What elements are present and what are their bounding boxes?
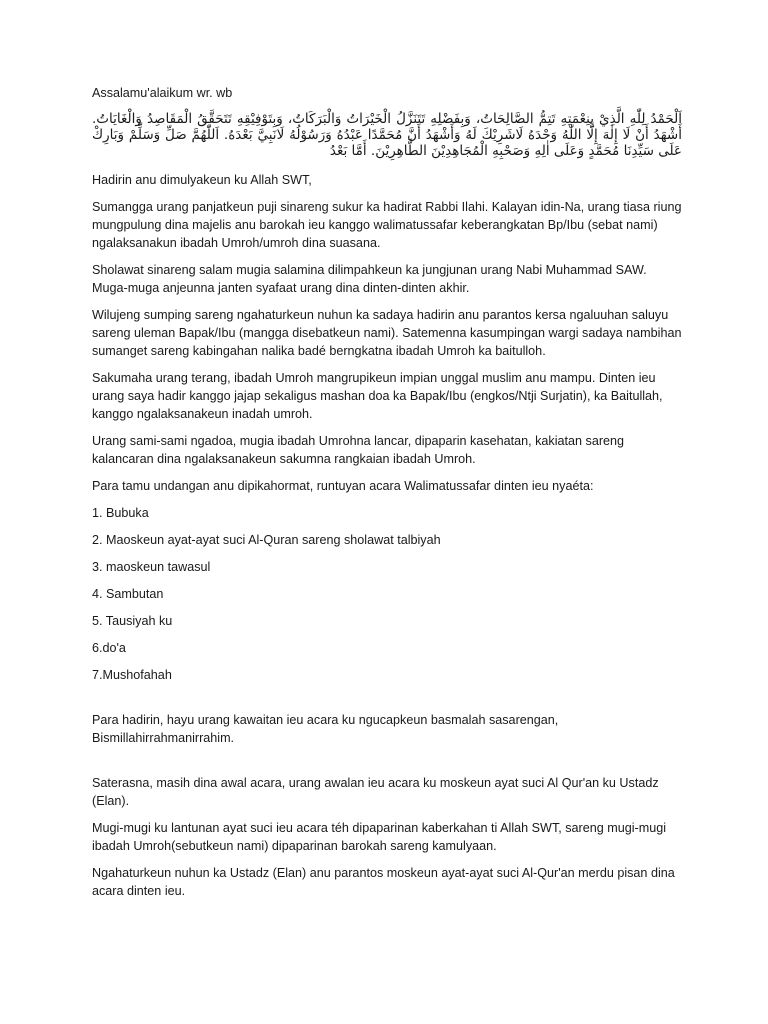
list-item: 7.Mushofahah bbox=[92, 668, 172, 682]
document-body bbox=[92, 84, 682, 909]
list-item: 5. Tausiyah ku bbox=[92, 614, 173, 628]
list-item: 4. Sambutan bbox=[92, 587, 164, 601]
arabic-opening-prayer: اَلْحَمْدُ لِلّٰهِ الَّذِيْ بِنِعْمَتِهِ تَتِمُّ الصَّالِحَاتُ، وَبِفَضْلِهِ تَتَنَزَّلُ الْخَيْرَاتُ وَالْبَرَكَاتُ، وَبِتَوْفِيْقِهِ تَتَحَقَّقُ الْمَقَاصِدُ وَالْغَايَاتُ. أَشْهَدُ أَنْ لَا إِلٰهَ إِلَّا اللّٰهُ وَحْدَهُ لَاشَرِيْكَ لَهُ وَأَشْهَدُ أَنَّ مُحَمَّدًا عَبْدُهُ وَرَسُوْلُهُ لَانَبِيَّ بَعْدَهُ. اَللّٰهُمَّ صَلِّ وَسَلِّمْ وَبَارِكْ عَلَى سَيِّدِنَا مُحَمَّدٍ وَعَلَى اٰلِهِ وَصَحْبِهِ الْمُجَاهِدِيْنَ الطَّاهِرِيْنَ. أَمَّا بَعْدُ bbox=[92, 111, 682, 159]
paragraph-1: Sumangga urang panjatkeun puji sinareng sukur ka hadirat Rabbi Ilahi. Kalayan idin-Na, urang tiasa riung mungpulung dina majelis anu barokah ieu kanggo walimatussafar keberangkatan Bp/Ibu (sebat nami) ngalaksanakun ibadah Umroh/umroh dina suasana. bbox=[92, 200, 682, 250]
paragraph-8: Saterasna, masih dina awal acara, urang awalan ieu acara ku moskeun ayat suci Al Qur'an ku Ustadz (Elan). bbox=[92, 776, 659, 808]
paragraph-7: Para hadirin, hayu urang kawaitan ieu acara ku ngucapkeun basmalah sasarengan, Bismillahirrahmanirrahim. bbox=[92, 713, 559, 745]
list-item: 2. Maoskeun ayat-ayat suci Al-Quran sareng sholawat talbiyah bbox=[92, 533, 441, 547]
greeting: Assalamu'alaikum wr. wb bbox=[92, 86, 233, 100]
paragraph-2: Sholawat sinareng salam mugia salamina dilimpahkeun ka jungjunan urang Nabi Muhammad SAW. Muga-muga anjeunna janten syafaat urang dina dinten-dinten akhir. bbox=[92, 263, 647, 295]
paragraph-5: Urang sami-sami ngadoa, mugia ibadah Umrohna lancar, dipaparin kasehatan, kakiatan sareng kalancaran dina ngalaksanakeun sakumna rangkaian ibadah Umroh. bbox=[92, 434, 625, 466]
agenda-list bbox=[92, 504, 682, 684]
paragraph-9: Mugi-mugi ku lantunan ayat suci ieu acara téh dipaparinan kaberkahan ti Allah SWT, sareng mugi-mugi ibadah Umroh(sebutkeun nami) dipaparinan barokah sareng kamulyaan. bbox=[92, 821, 667, 853]
list-item: 3. maoskeun tawasul bbox=[92, 560, 211, 574]
list-item: 6.do'a bbox=[92, 641, 126, 655]
paragraph-10: Ngahaturkeun nuhun ka Ustadz (Elan) anu parantos moskeun ayat-ayat suci Al-Qur'an merdu pisan dina acara dinten ieu. bbox=[92, 866, 675, 898]
paragraph-4: Sakumaha urang terang, ibadah Umroh mangrupikeun impian unggal muslim anu mampu. Dinten ieu urang saya hadir kanggo jajap sekaligus mashan doa ka Bapak/Ibu (engkos/Ntji Surjatin), ka Baitullah, kanggo ngalaksanakeun inadah umroh. bbox=[92, 371, 663, 421]
list-item: 1. Bubuka bbox=[92, 506, 149, 520]
address-line: Hadirin anu dimulyakeun ku Allah SWT, bbox=[92, 173, 312, 187]
spacer bbox=[92, 756, 682, 774]
paragraph-3: Wilujeng sumping sareng ngahaturkeun nuhun ka sadaya hadirin anu parantos kersa ngaluuhan saluyu sareng uleman Bapak/Ibu (mangga disebatkeun nami). Satemenna kasumpingan wargi sadaya nambihan sumanget sareng kabingahan nalika badé berngkatna ibadah Umroh ka baitulloh. bbox=[92, 308, 682, 358]
spacer bbox=[92, 693, 682, 711]
paragraph-6: Para tamu undangan anu dipikahormat, runtuyan acara Walimatussafar dinten ieu nyaéta: bbox=[92, 479, 594, 493]
